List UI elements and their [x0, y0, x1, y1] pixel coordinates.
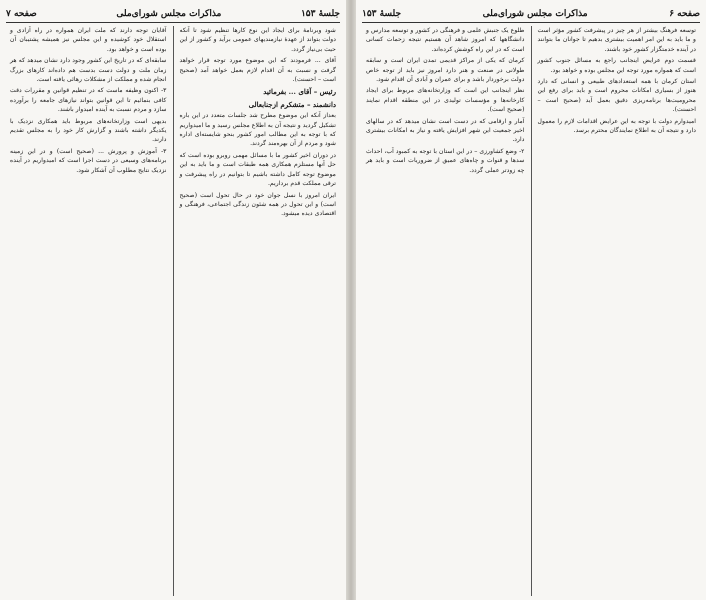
- paragraph: شود وبرنامهٔ برای ایجاد این نوع کارها تنظیم شود تا آنکه دولت بتواند از عهدهٔ نیازمندیهای عمومی برآید و کشور از این حیث بی‌نیاز گردد.: [179, 27, 336, 53]
- left-page-title: مذاکرات مجلس شورای‌ملی: [116, 9, 222, 19]
- paragraph: ۳- آموزش و پرورش ... (صحیح است) و در این زمینه برنامه‌های وسیعی در دست اجرا است که امیدواریم در آینده نزدیک نتایج مطلوب آن آشکار شود.: [10, 147, 167, 174]
- paragraph: ۲- وضع کشاورزی – در این استان با توجه به کمبود آب، احداث سدها و قنوات و چاه‌های عمیق از ضروریات است و باید هر چه زودتر عملی گردد.: [366, 147, 525, 174]
- paragraph: بدیهی است وزارتخانه‌های مربوط باید همکاری نزدیک با یکدیگر داشته باشند و گزارش کار خود را به مجلس تقدیم دارند.: [10, 117, 167, 144]
- paragraph: آقایان توجه دارند که ملت ایران همواره در راه آزادی و استقلال خود کوشیده و این مجلس نیز همیشه پشتیبان آن بوده است و خواهد بود.: [10, 27, 167, 53]
- speaker-heading: دانشمند – متشکرم ازجنابعالی: [248, 99, 336, 109]
- paragraph: بعداز آنکه این موضوع مطرح شد جلسات متعدد در این باره تشکیل گردید و نتیجه آن به اطلاع مجلس رسید و ما امیدواریم که با توجه به این مطالب امور کشور بنحو شایسته‌ای اداره شود و مردم از آن بهره‌مند گردند.: [179, 112, 336, 148]
- paragraph: آقای ... فرمودند که این موضوع مورد توجه قرار خواهد گرفت و نسبت به آن اقدام لازم بعمل خواهد آمد (صحیح است – احسنت).: [179, 57, 336, 84]
- left-page-column-left: [6, 26, 171, 596]
- right-page-header: [362, 6, 700, 23]
- paragraph: طلوع یک جنبش علمی و فرهنگی در کشور و توسعه مدارس و دانشگاهها که امروز شاهد آن هستیم نتیجه زحمات کسانی است که در این راه کوشش کرده‌اند.: [366, 27, 525, 53]
- left-page-column-right: [176, 26, 341, 596]
- paragraph: در دوران اخیر کشور ما با مسائل مهمی روبرو بوده است که حل آنها مستلزم همکاری همه طبقات است و ما باید به این موضوع توجه کامل داشته باشیم تا بتوانیم در راه پیشرفت و ترقی مملکت قدم برداریم.: [179, 151, 336, 188]
- speaker-heading: رئیس – آقای ... بفرمائید: [263, 87, 336, 97]
- left-page-session: جلسهٔ ۱۵۳: [300, 9, 340, 19]
- right-page-session: جلسهٔ ۱۵۳: [362, 9, 402, 19]
- right-page-number: صفحه ۶: [669, 9, 700, 19]
- right-page-column-right: [534, 26, 701, 596]
- paragraph: امیدوارم دولت با توجه به این عرایض اقدامات لازم را معمول دارد و نتیجه آن به اطلاع نمایندگان محترم برسد.: [537, 117, 696, 135]
- paragraph: کرمان که یکی از مراکز قدیمی تمدن ایران است و سابقه طولانی در صنعت و هنر دارد امروز نیز باید از توجه خاص دولت برخوردار باشد و برای عمران و آبادی آن اقدام شود.: [366, 57, 525, 84]
- right-page-column-left: [362, 26, 529, 596]
- paragraph: آمار و ارقامی که در دست است نشان میدهد که در سالهای اخیر جمعیت این شهر افزایش یافته و نیاز به امکانات بیشتری دارد.: [366, 117, 525, 144]
- right-page-columns: [362, 26, 700, 596]
- book-gutter: [346, 0, 356, 600]
- left-page-columns: [6, 26, 340, 596]
- paragraph: ایران امروز با نسل جوان خود در حال تحول است (صحیح است) و این تحول در همه شئون زندگی اجتماعی، فرهنگی و اقتصادی دیده میشود.: [179, 191, 336, 218]
- right-page: [356, 0, 706, 600]
- paragraph: ۳- اکنون وظیفه ماست که در تنظیم قوانین و مقررات دقت کافی بنمائیم تا این قوانین بتواند نیازهای جامعه را برآورده سازد و مردم نسبت به آینده امیدوار باشند.: [10, 87, 167, 114]
- left-page: [0, 0, 346, 600]
- paragraph: قسمت دوم عرایض اینجانب راجع به مسائل جنوب کشور است که همواره مورد توجه این مجلس بوده و خواهد بود.: [537, 57, 696, 74]
- paragraph: نظر اینجانب این است که وزارتخانه‌های مربوط برای ایجاد کارخانه‌ها و مؤسسات تولیدی در این منطقه اقدام نمایند (صحیح است).: [366, 87, 525, 114]
- right-page-title: مذاکرات مجلس شورای‌ملی: [482, 9, 588, 19]
- left-page-header: [6, 6, 340, 23]
- paragraph: استان کرمان با همه استعدادهای طبیعی و انسانی که دارد هنوز از بسیاری امکانات محروم است و باید برای رفع این محرومیت‌ها برنامه‌ریزی دقیق بعمل آید (صحیح است – احسنت).: [537, 78, 696, 114]
- paragraph: توسعه فرهنگ بیشتر از هر چیز در پیشرفت کشور مؤثر است و ما باید به این امر اهمیت بیشتری بدهیم تا جوانان ما بتوانند در آینده خدمتگزار کشور خود باشند.: [537, 27, 696, 53]
- column-divider: [531, 26, 532, 596]
- left-page-number: صفحه ۷: [6, 9, 37, 19]
- paragraph: سابقه‌ای که در تاریخ این کشور وجود دارد نشان میدهد که هر زمان ملت و دولت دست بدست هم داده‌اند کارهای بزرگ انجام شده و مملکت از مشکلات رهائی یافته است.: [10, 57, 167, 84]
- column-divider: [173, 26, 174, 596]
